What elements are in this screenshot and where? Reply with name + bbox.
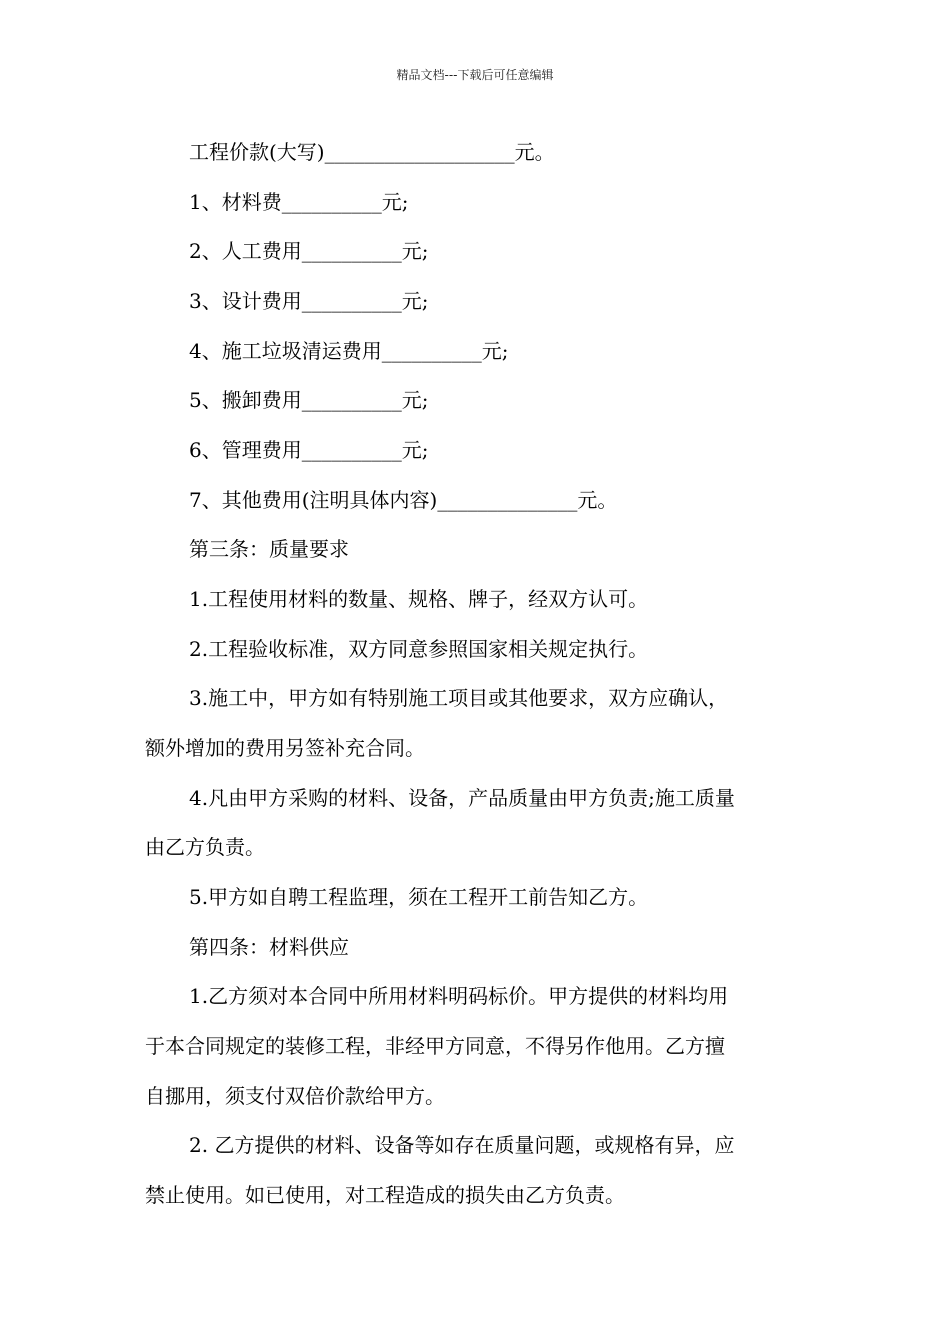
other-fee-line: 7、其他费用(注明具体内容)______________元。 [189,488,618,512]
supply-clause-2-line-2: 禁止使用。如已使用，对工程造成的损失由乙方负责。 [145,1183,625,1207]
labor-fee-line: 2、人工费用__________元; [189,239,429,263]
supply-clause-1-line-3: 自挪用，须支付双倍价款给甲方。 [145,1084,445,1108]
article-four-heading: 第四条：材料供应 [189,935,349,959]
material-fee-line: 1、材料费__________元; [189,190,409,214]
quality-clause-5: 5.甲方如自聘工程监理，须在工程开工前告知乙方。 [189,885,649,909]
design-fee-line: 3、设计费用__________元; [189,289,429,313]
quality-clause-3-line-1: 3.施工中，甲方如有特别施工项目或其他要求，双方应确认， [189,686,729,710]
quality-clause-2: 2.工程验收标准，双方同意参照国家相关规定执行。 [189,637,649,661]
management-fee-line: 6、管理费用__________元; [189,438,429,462]
quality-clause-4-line-2: 由乙方负责。 [145,835,265,859]
supply-clause-1-line-2: 于本合同规定的装修工程，非经甲方同意，不得另作他用。乙方擅 [145,1034,725,1058]
waste-removal-fee-line: 4、施工垃圾清运费用__________元; [189,339,509,363]
handling-fee-line: 5、搬卸费用__________元; [189,388,429,412]
quality-clause-3-line-2: 额外增加的费用另签补充合同。 [145,736,425,760]
quality-clause-1: 1.工程使用材料的数量、规格、牌子，经双方认可。 [189,587,649,611]
supply-clause-1-line-1: 1.乙方须对本合同中所用材料明码标价。甲方提供的材料均用 [189,984,729,1008]
price-total-line: 工程价款(大写)___________________元。 [189,140,555,164]
quality-clause-4-line-1: 4.凡由甲方采购的材料、设备，产品质量由甲方负责;施工质量 [189,786,735,810]
page-header: 精品文档---下载后可任意编辑 [396,68,554,82]
supply-clause-2-line-1: 2. 乙方提供的材料、设备等如存在质量问题，或规格有异，应 [189,1133,735,1157]
article-three-heading: 第三条：质量要求 [189,537,349,561]
